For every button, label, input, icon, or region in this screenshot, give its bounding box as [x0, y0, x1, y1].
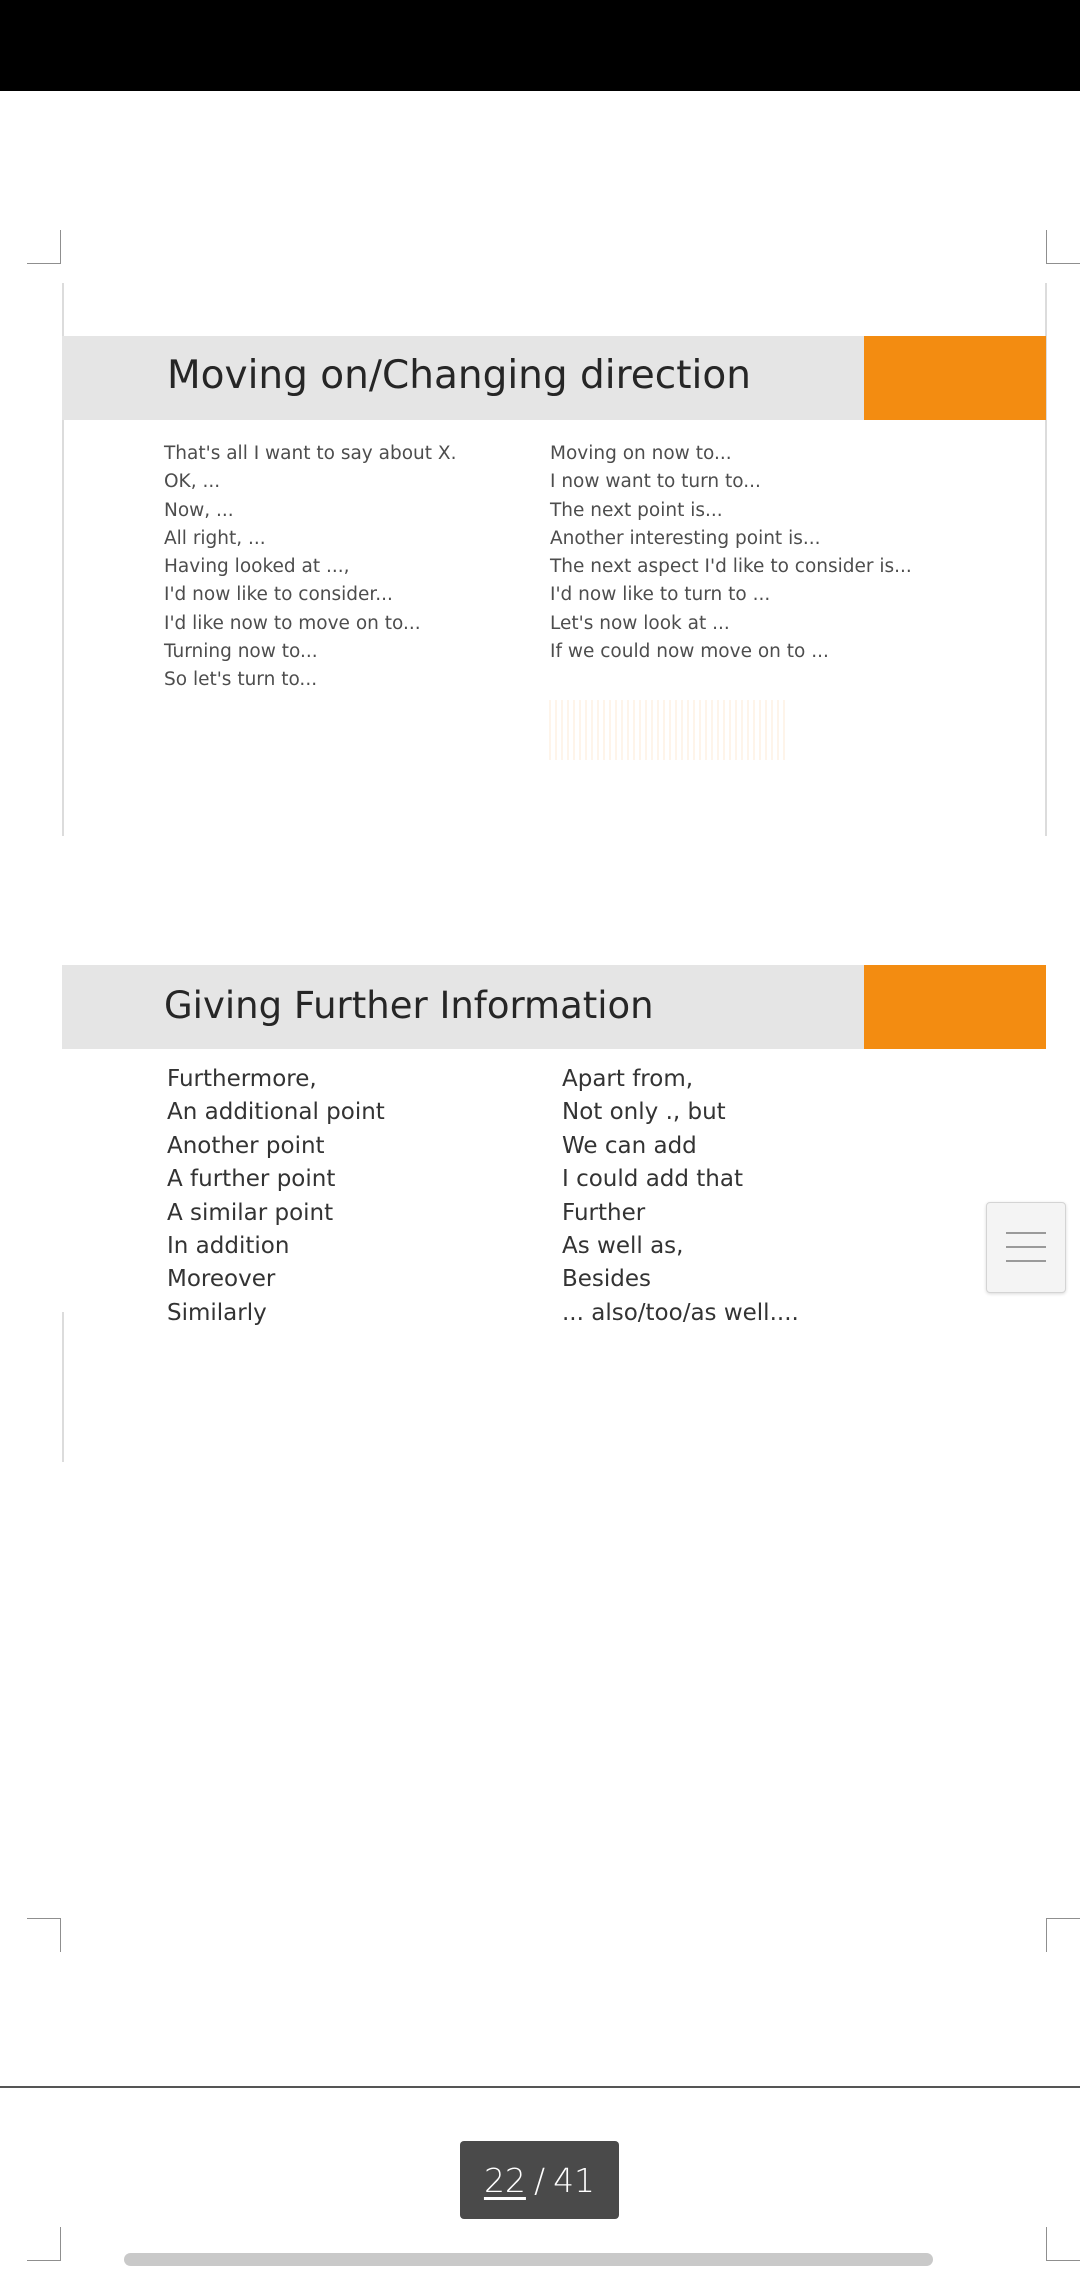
- slide-title: Giving Further Information: [164, 984, 654, 1027]
- list-item: Apart from,: [562, 1066, 694, 1092]
- crop-mark: [1046, 1918, 1080, 1952]
- crop-mark: [27, 2227, 61, 2261]
- list-item: An additional point: [167, 1099, 385, 1126]
- decorative-pattern: [549, 700, 789, 760]
- list-item: That's all I want to say about X.: [164, 443, 457, 464]
- list-item: If we could now move on to ...: [550, 641, 829, 663]
- crop-mark: [1046, 2227, 1080, 2261]
- phrase-list-right: [550, 440, 912, 666]
- list-item: So let's turn to...: [164, 669, 318, 691]
- list-item: Similarly: [167, 1299, 267, 1326]
- list-item: ... also/too/as well....: [562, 1299, 799, 1326]
- list-item: Let's now look at ...: [550, 612, 730, 634]
- list-item: A further point: [167, 1166, 336, 1193]
- slide-further-info: [62, 965, 1046, 1465]
- phrase-list-left: [164, 440, 456, 695]
- accent-bar: [864, 336, 1046, 420]
- crop-mark: [27, 230, 61, 264]
- list-item: Having looked at ...,: [164, 556, 350, 578]
- list-item: In addition: [167, 1233, 290, 1260]
- menu-button[interactable]: [986, 1202, 1066, 1293]
- list-item: As well as,: [562, 1233, 684, 1260]
- list-item: I'd now like to consider...: [164, 584, 393, 606]
- phrase-list-right: [562, 1063, 799, 1330]
- crop-mark: [27, 1918, 61, 1952]
- slide-title: Moving on/Changing direction: [167, 353, 751, 398]
- page-separator: /: [533, 2160, 546, 2200]
- total-pages: 41: [553, 2160, 596, 2200]
- list-item: Another interesting point is...: [550, 527, 821, 549]
- phrase-list-left: [167, 1063, 385, 1330]
- status-bar: [0, 0, 1080, 91]
- list-item: A similar point: [167, 1199, 334, 1226]
- crop-mark: [1046, 230, 1080, 264]
- list-item: We can add: [562, 1132, 697, 1159]
- slide-header: [62, 336, 1046, 420]
- list-item: Besides: [562, 1266, 652, 1293]
- list-item: Moving on now to...: [550, 443, 732, 464]
- list-item: Turning now to...: [164, 641, 318, 663]
- accent-bar: [864, 965, 1046, 1049]
- list-item: Further: [562, 1199, 646, 1226]
- horizontal-scrollbar[interactable]: [124, 2253, 933, 2266]
- slide-moving-on: [62, 336, 1046, 836]
- list-item: I now want to turn to...: [550, 471, 761, 493]
- page-divider: [0, 2086, 1080, 2088]
- list-item: Moreover: [167, 1266, 276, 1293]
- list-item: The next aspect I'd like to consider is...: [550, 556, 912, 578]
- current-page[interactable]: 22: [483, 2160, 526, 2200]
- list-item: Not only ., but: [562, 1099, 726, 1126]
- list-item: The next point is...: [550, 499, 723, 521]
- slide-header: [62, 965, 1046, 1049]
- list-item: Another point: [167, 1132, 325, 1159]
- page-indicator[interactable]: [460, 2141, 619, 2219]
- list-item: Furthermore,: [167, 1066, 317, 1092]
- list-item: I'd like now to move on to...: [164, 612, 421, 634]
- list-item: All right, ...: [164, 527, 266, 549]
- list-item: OK, ...: [164, 471, 221, 493]
- list-item: I could add that: [562, 1166, 744, 1193]
- list-item: Now, ...: [164, 499, 234, 521]
- list-item: I'd now like to turn to ...: [550, 584, 771, 606]
